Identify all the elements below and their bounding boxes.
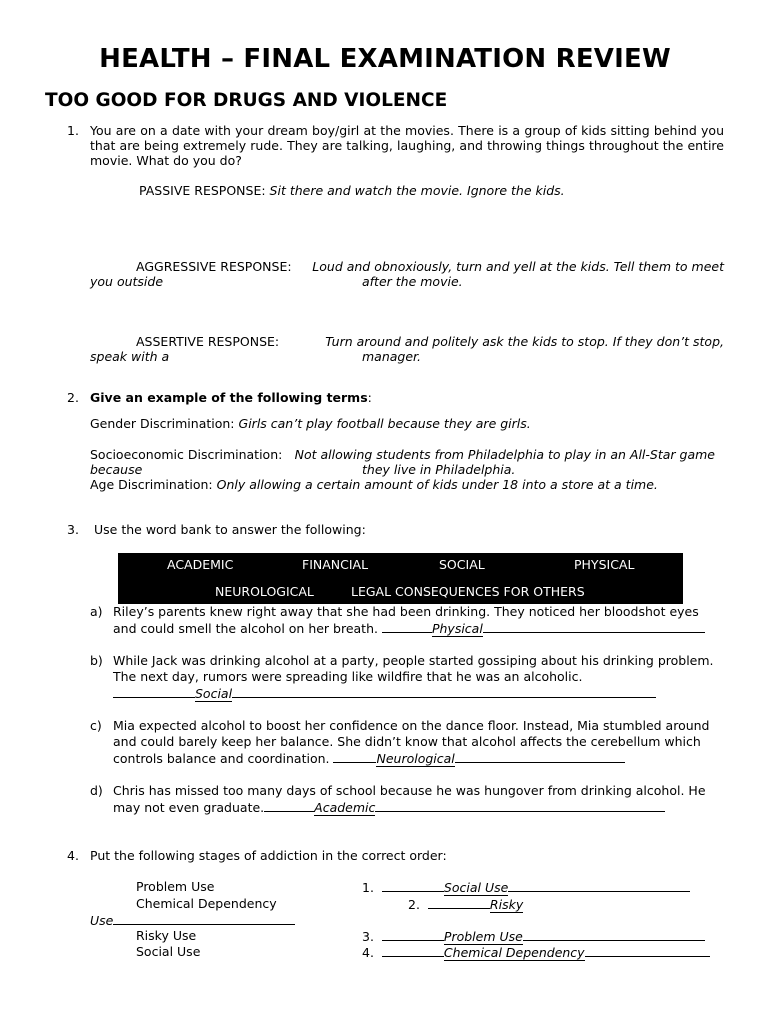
- order-row-3: [362, 928, 705, 944]
- socio-answer-line2: because: [90, 462, 143, 477]
- q3d-line2-row: [113, 799, 723, 816]
- order-row-2: [408, 896, 523, 912]
- order-blank-pre: [428, 896, 490, 909]
- order-answer: Social Use: [443, 880, 509, 895]
- order-answer: Chemical Dependency: [443, 945, 585, 960]
- q3-prompt: Use the word bank to answer the following:: [94, 522, 366, 537]
- q3d-letter: d): [90, 783, 103, 798]
- q3c-line3-row: [113, 750, 723, 767]
- order-blank-post: [508, 879, 690, 892]
- stage-item: Problem Use: [136, 879, 215, 894]
- q3a-line1: Riley’s parents knew right away that she had been drinking. They noticed her bloodshot eyes: [113, 604, 699, 619]
- age-label: Age Discrimination:: [90, 477, 213, 492]
- assertive-answer-line3: manager.: [362, 349, 422, 364]
- order-blank-pre: [382, 879, 444, 892]
- q3b-answer: Social: [195, 686, 233, 701]
- order-number: 4.: [362, 945, 374, 960]
- passive-answer: Sit there and watch the movie. Ignore the kids.: [269, 183, 565, 198]
- stage-item: Risky Use: [136, 928, 197, 943]
- assertive-label: ASSERTIVE RESPONSE:: [136, 334, 280, 349]
- q3a-blank-pre: [382, 620, 432, 633]
- bank-word: SOCIAL: [439, 557, 485, 572]
- bank-word: ACADEMIC: [167, 557, 234, 572]
- socio-answer-line1: Not allowing students from Philadelphia to play in an All-Star game: [294, 447, 715, 462]
- socio-label: Socioeconomic Discrimination:: [90, 447, 283, 462]
- q3c-blank-pre: [333, 750, 376, 763]
- order-answer: Risky: [489, 897, 524, 912]
- q3b-letter: b): [90, 653, 103, 668]
- order-number: 1.: [362, 880, 374, 895]
- stage-item: Use: [90, 913, 114, 928]
- socio-answer-line3: they live in Philadelphia.: [362, 462, 516, 477]
- q3a-letter: a): [90, 604, 103, 619]
- section-heading: TOO GOOD FOR DRUGS AND VIOLENCE: [45, 90, 448, 111]
- q2-prompt: [90, 390, 372, 405]
- passive-response: [139, 183, 565, 198]
- q3c-line1: Mia expected alcohol to boost her confidence on the dance floor. Instead, Mia stumbled around: [113, 718, 710, 733]
- bank-word: FINANCIAL: [302, 557, 369, 572]
- assertive-answer-line2: speak with a: [90, 349, 170, 364]
- q3a-line2: and could smell the alcohol on her breath.: [113, 621, 378, 636]
- order-blank-pre: [382, 944, 444, 957]
- gender-discrimination: [90, 416, 531, 431]
- q3b-line2: The next day, rumors were spreading like wildfire that he was an alcoholic.: [113, 669, 583, 684]
- order-number: 3.: [362, 929, 374, 944]
- q3d-blank-post: [375, 799, 665, 812]
- q2-prompt-colon: :: [367, 390, 372, 405]
- order-number: 2.: [408, 897, 420, 912]
- q3d-blank-pre: [264, 799, 314, 812]
- q1-text: You are on a date with your dream boy/girl at the movies. There is a group of kids sitting behind you that are being extremely rude. They are talking, laughing, and throwing things throughout the entire movie. What do you do?: [90, 123, 724, 168]
- page-title: HEALTH – FINAL EXAMINATION REVIEW: [99, 44, 671, 74]
- order-row-1: [362, 879, 690, 895]
- aggressive-label: AGGRESSIVE RESPONSE:: [136, 259, 292, 274]
- q3a-item: [113, 604, 723, 637]
- q3b-blank-pre: [113, 685, 195, 698]
- q3c-line2: and could barely keep her balance. She didn’t know that alcohol affects the cerebellum which: [113, 734, 701, 749]
- gender-label: Gender Discrimination:: [90, 416, 235, 431]
- q3b-line3-row: [113, 685, 723, 702]
- order-blank-post: [523, 928, 705, 941]
- q4-number: 4.: [67, 848, 79, 863]
- aggressive-answer-line1: Loud and obnoxiously, turn and yell at the kids. Tell them to meet: [312, 259, 724, 274]
- stage-item-wrap: [90, 912, 295, 928]
- q3b-line1: While Jack was drinking alcohol at a party, people started gossiping about his drinking problem.: [113, 653, 714, 668]
- bank-word: NEUROLOGICAL: [215, 584, 314, 599]
- q3c-letter: c): [90, 718, 102, 733]
- q3b-blank-post: [232, 685, 656, 698]
- word-bank: [118, 553, 683, 604]
- q3d-line1: Chris has missed too many days of school because he was hungover from drinking alcohol. He: [113, 783, 706, 798]
- q3c-item: [113, 718, 723, 767]
- order-answer: Problem Use: [443, 929, 523, 944]
- order-blank-pre: [382, 928, 444, 941]
- age-answer: Only allowing a certain amount of kids under 18 into a store at a time.: [216, 477, 658, 492]
- order-blank-post: [585, 944, 710, 957]
- q4-prompt: Put the following stages of addiction in the correct order:: [90, 848, 447, 863]
- q3b-item: [113, 653, 723, 702]
- stage-item: Chemical Dependency: [136, 896, 277, 911]
- bank-word: PHYSICAL: [574, 557, 635, 572]
- order-row-4: [362, 944, 710, 960]
- q3c-answer: Neurological: [376, 751, 455, 766]
- q3a-answer: Physical: [431, 621, 483, 636]
- q3-number: 3.: [67, 522, 79, 537]
- q1-number: 1.: [67, 123, 79, 138]
- bank-word: LEGAL CONSEQUENCES FOR OTHERS: [351, 584, 585, 599]
- q2-prompt-text: Give an example of the following terms: [90, 390, 368, 405]
- stage-item: Social Use: [136, 944, 201, 959]
- q3d-item: [113, 783, 723, 816]
- aggressive-answer-line3: after the movie.: [362, 274, 463, 289]
- q3a-line2-row: [113, 620, 723, 637]
- q3c-line3: controls balance and coordination.: [113, 751, 330, 766]
- assertive-answer-line1: Turn around and politely ask the kids to stop. If they don’t stop,: [325, 334, 724, 349]
- gender-answer: Girls can’t play football because they are girls.: [238, 416, 531, 431]
- q3c-blank-post: [455, 750, 625, 763]
- stage-blank: [113, 912, 295, 925]
- q2-number: 2.: [67, 390, 79, 405]
- q3d-line2: may not even graduate.: [113, 800, 265, 815]
- age-discrimination: [90, 477, 658, 492]
- q3a-blank-post: [483, 620, 705, 633]
- q3d-answer: Academic: [314, 800, 376, 815]
- passive-label: PASSIVE RESPONSE:: [139, 183, 266, 198]
- aggressive-answer-line2: you outside: [90, 274, 164, 289]
